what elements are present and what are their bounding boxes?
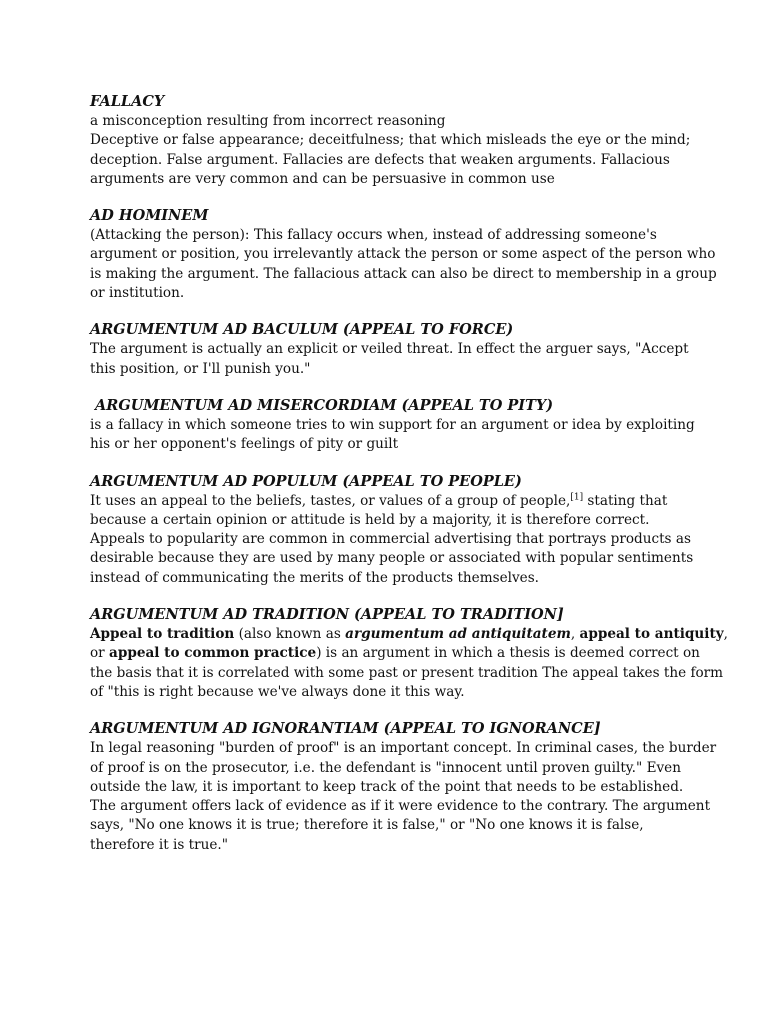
body-line [90, 625, 728, 644]
body-text: , [723, 626, 728, 643]
section-ad-hominem [90, 206, 717, 303]
term-bold: Appeal to tradition [90, 626, 235, 643]
term-bold-italic: argumentum ad antiquitatem [345, 626, 571, 643]
section-heading: ARGUMENTUM AD MISERCORDIAM (APPEAL TO PITY) [90, 396, 554, 414]
body-line: is making the argument. The fallacious attack can also be direct to membership in a group [90, 265, 717, 282]
body-line: (Attacking the person): This fallacy occurs when, instead of addressing someone's [90, 227, 657, 244]
body-line: The argument is actually an explicit or veiled threat. In effect the arguer says, "Accept [90, 341, 689, 358]
section-body [90, 625, 728, 702]
document-page [90, 92, 728, 855]
body-line: arguments are very common and can be persuasive in common use [90, 170, 555, 187]
section-heading: FALLACY [90, 93, 165, 110]
body-line [90, 492, 690, 511]
section-body [90, 112, 690, 189]
body-line: of proof is on the prosecutor, i.e. the defendant is "innocent until proven guilty." Even [90, 759, 681, 776]
section-body [90, 416, 695, 455]
section-body [90, 340, 690, 379]
body-line: a misconception resulting from incorrect reasoning [90, 113, 446, 129]
section-ad-misercordiam [90, 396, 695, 455]
footnote-reference[interactable]: [1] [570, 492, 584, 503]
body-text: , [570, 626, 580, 643]
section-fallacy [90, 92, 690, 189]
body-text: or [90, 645, 110, 662]
section-ad-ignorantiam [90, 719, 717, 855]
body-line: says, "No one knows it is true; therefore it is false," or "No one knows it is false, [90, 817, 644, 834]
section-heading: AD HOMINEM [90, 207, 209, 225]
body-line: the basis that it is correlated with some past or present tradition The appeal takes the form [90, 664, 724, 681]
body-text: (also known as [234, 626, 346, 643]
section-heading: ARGUMENTUM AD POPULUM (APPEAL TO PEOPLE) [90, 472, 522, 490]
section-heading: ARGUMENTUM AD TRADITION (APPEAL TO TRADITION] [90, 606, 564, 624]
term-bold: appeal to common practice [109, 645, 317, 662]
section-ad-populum [90, 472, 694, 588]
body-line: Deceptive or false appearance; deceitfulness; that which misleads the eye or the mind; [90, 132, 691, 149]
section-body [90, 226, 717, 303]
body-line: this position, or I'll punish you." [90, 360, 311, 377]
body-line: argument or position, you irrelevantly attack the person or some aspect of the person who [90, 246, 716, 263]
section-ad-baculum [90, 320, 690, 379]
section-heading: ARGUMENTUM AD IGNORANTIAM (APPEAL TO IGNORANCE] [90, 720, 601, 738]
body-text: ) is an argument in which a thesis is deemed correct on [316, 645, 700, 662]
section-body [90, 492, 694, 588]
body-line: therefore it is true." [90, 836, 228, 853]
term-bold: appeal to antiquity [579, 626, 724, 643]
body-line: of "this is right because we've always done it this way. [90, 683, 465, 700]
body-line: desirable because they are used by many people or associated with popular sentiments [90, 550, 694, 567]
body-line [90, 644, 700, 663]
body-line: instead of communicating the merits of the products themselves. [90, 569, 539, 586]
body-line: is a fallacy in which someone tries to win support for an argument or idea by exploiting [90, 416, 695, 433]
body-line: or institution. [90, 285, 185, 302]
body-line: The argument offers lack of evidence as if it were evidence to the contrary. The argument [90, 798, 711, 815]
body-line: because a certain opinion or attitude is held by a majority, it is therefore correct. [90, 511, 650, 528]
section-heading: ARGUMENTUM AD BACULUM (APPEAL TO FORCE) [90, 321, 514, 339]
section-body [90, 739, 717, 855]
body-text: stating that [583, 492, 668, 509]
body-line: In legal reasoning "burden of proof" is an important concept. In criminal cases, the burder [90, 740, 717, 757]
section-ad-tradition [90, 605, 728, 702]
body-line: Appeals to popularity are common in commercial advertising that portrays products as [90, 531, 691, 548]
body-line: outside the law, it is important to keep track of the point that needs to be established. [90, 778, 684, 795]
body-text: It uses an appeal to the beliefs, tastes, or values of a group of people, [90, 492, 571, 509]
body-line: deception. False argument. Fallacies are defects that weaken arguments. Fallacious [90, 151, 670, 168]
body-line: his or her opponent's feelings of pity or guilt [90, 436, 399, 453]
